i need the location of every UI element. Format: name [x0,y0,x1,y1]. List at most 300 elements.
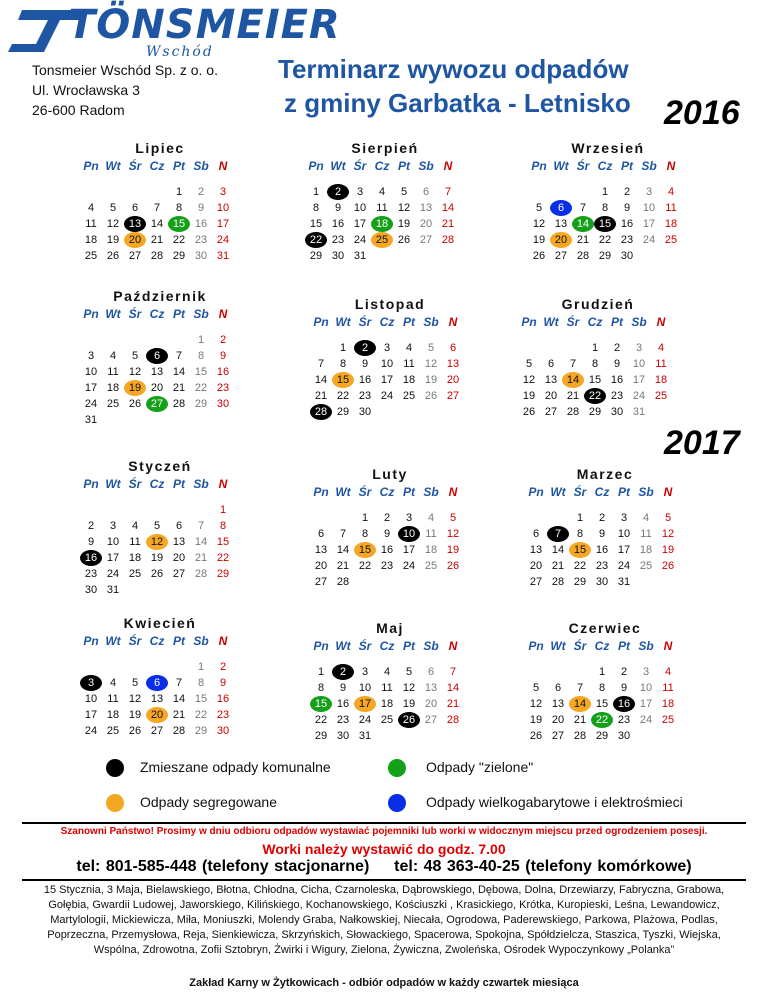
day-cell: 12 [661,528,675,540]
day-cell: 11 [425,528,437,540]
weekday-label: Cz [379,639,395,653]
day-cell [80,184,102,200]
weekday-label: Śr [566,315,580,329]
pickup-day-black: 2 [332,664,354,680]
day-cell: 25 [106,725,120,737]
weekday-label: N [218,307,228,321]
week-row [310,712,470,728]
weekday-label: Pt [618,639,630,653]
day-cell: 17 [617,544,631,556]
month-5 [310,296,470,420]
day-cell [371,248,393,264]
day-cell: 18 [664,218,678,230]
day-cell: 23 [216,382,230,394]
weekday-label: Pt [398,159,410,173]
day-cell: 20 [419,218,433,230]
day-cell [102,184,124,200]
pickup-day-orange: 20 [550,232,572,248]
weekday-label: Śr [128,634,142,648]
day-cell: 20 [314,560,328,572]
pickup-day-orange: 14 [562,372,584,388]
month-10 [80,615,240,739]
day-cell: 22 [358,560,372,572]
day-cell: 10 [216,202,230,214]
day-cell: 21 [566,390,580,402]
week-row [80,691,240,707]
pickup-day-orange: 15 [354,542,376,558]
day-cell: 24 [84,398,98,410]
day-cell: 1 [361,512,369,524]
day-cell: 11 [107,366,119,378]
day-cell: 7 [317,358,325,370]
week-row [310,510,470,526]
day-cell: 6 [422,186,430,198]
day-cell: 11 [665,202,677,214]
weekday-label: N [663,639,673,653]
weekday-label: Pt [173,634,185,648]
day-cell: 4 [664,666,672,678]
day-cell: 6 [532,528,540,540]
week-row [80,184,240,200]
day-cell: 2 [620,666,628,678]
month-8 [310,466,470,590]
day-cell: 21 [172,709,186,721]
weekday-header [310,484,470,500]
day-cell [398,404,420,420]
day-cell: 29 [172,250,186,262]
pickup-day-blue: 6 [146,675,168,691]
week-row [518,356,678,372]
day-cell: 2 [383,512,391,524]
weekday-label: Sb [193,634,209,648]
day-cell: 21 [576,234,590,246]
day-cell: 18 [654,374,668,386]
day-cell: 30 [194,250,208,262]
weekday-label: N [448,485,458,499]
weekday-label: Pt [403,485,415,499]
day-cell: 16 [216,366,230,378]
day-cell: 24 [632,390,646,402]
day-cell: 19 [106,234,120,246]
day-cell: 3 [109,520,117,532]
month-name: Październik [113,288,207,304]
weekday-label: Wt [550,485,566,499]
day-cell: 12 [446,528,460,540]
day-cell: 18 [661,698,675,710]
day-cell: 18 [106,709,120,721]
day-cell: 10 [380,358,394,370]
weekday-label: Pn [531,159,547,173]
day-cell: 16 [336,698,350,710]
day-cell: 2 [623,186,631,198]
year-2017: 2017 [664,424,740,462]
day-cell: 1 [601,186,609,198]
day-cell: 9 [361,358,369,370]
weekday-label: Pn [313,639,329,653]
weekday-header [310,638,470,654]
day-cell: 17 [216,218,230,230]
day-cell: 19 [150,552,164,564]
day-cell: 18 [84,234,98,246]
day-cell: 23 [595,560,609,572]
day-cell: 7 [569,358,577,370]
day-cell: 29 [588,406,602,418]
week-row [518,388,678,404]
day-cell: 24 [106,568,120,580]
day-cell: 25 [84,250,98,262]
weekday-label: Wt [335,485,351,499]
address-city: 26-600 Radom [32,102,125,118]
day-cell: 31 [617,576,631,588]
notice-instructions: Szanowni Państwo! Prosimy w dniu odbioru odpadów wystawiać pojemniki lub worki w widocznym miejscu przed ogrodzeniem posesji. [60,826,708,837]
week-row [310,526,470,542]
day-cell: 2 [197,186,205,198]
week-row [310,356,470,372]
weekday-label: Śr [128,477,142,491]
day-cell: 31 [216,250,230,262]
day-cell: 13 [172,536,186,548]
address-company: Tonsmeier Wschód Sp. z o. o. [32,62,218,78]
day-cell: 21 [551,560,565,572]
day-cell: 2 [219,661,227,673]
day-cell: 29 [314,730,328,742]
day-cell: 4 [87,202,95,214]
day-cell: 6 [547,358,555,370]
day-cell: 22 [194,382,208,394]
weekday-label: Cz [587,315,603,329]
day-cell [376,404,398,420]
day-cell: 22 [172,234,186,246]
day-cell: 5 [131,677,139,689]
day-cell: 17 [84,382,98,394]
day-cell [657,574,679,590]
day-cell [550,184,572,200]
pickup-day-orange: 14 [569,696,591,712]
weekday-label: Pn [83,159,99,173]
day-cell: 5 [109,202,117,214]
day-cell [102,412,124,428]
pickup-day-black: 7 [547,526,569,542]
pickup-day-orange: 20 [146,707,168,723]
week-row [310,372,470,388]
day-cell [398,574,420,590]
weekday-label: Wt [105,477,121,491]
day-cell: 17 [639,698,653,710]
day-cell: 4 [109,350,117,362]
day-cell [102,502,124,518]
day-cell: 9 [219,350,227,362]
month-1 [80,140,240,264]
day-cell [124,412,146,428]
day-cell: 25 [128,568,142,580]
day-cell [190,502,212,518]
day-cell [569,664,591,680]
week-row [80,348,240,364]
weekday-label: Cz [149,307,165,321]
day-cell: 26 [532,250,546,262]
week-row [525,696,685,712]
day-cell: 8 [317,682,325,694]
day-cell [420,574,442,590]
pickup-day-green: 15 [310,696,332,712]
pickup-day-black: 2 [327,184,349,200]
week-row [305,216,465,232]
weekday-label: Śr [353,159,367,173]
weekday-label: Wt [105,159,121,173]
day-cell: 11 [655,358,667,370]
day-cell: 11 [640,528,652,540]
week-row [528,216,688,232]
day-cell: 14 [314,374,328,386]
day-cell: 11 [107,693,119,705]
day-cell: 8 [312,202,320,214]
day-cell: 30 [84,584,98,596]
day-cell: 9 [339,682,347,694]
pickup-day-blue: 6 [550,200,572,216]
weekday-header [525,484,685,500]
day-cell: 29 [194,725,208,737]
day-cell: 24 [84,725,98,737]
pickup-day-black: 13 [124,216,146,232]
notice-deadline: Worki należy wystawić do godz. 7.00 [262,841,506,857]
phone-fixed: tel: 801-585-448 (telefony stacjonarne) [76,858,370,875]
weekday-label: Pt [618,485,630,499]
day-cell [146,412,168,428]
day-cell: 5 [400,186,408,198]
day-cell: 23 [331,234,345,246]
day-cell: 16 [595,544,609,556]
weekday-label: Pt [611,315,623,329]
weekday-label: Sb [638,485,654,499]
day-cell: 28 [172,725,186,737]
day-cell: 7 [579,202,587,214]
week-row [80,550,240,566]
day-cell: 19 [397,218,411,230]
weekday-label: N [656,315,666,329]
day-cell: 29 [598,250,612,262]
day-cell: 13 [446,358,460,370]
day-cell: 31 [632,406,646,418]
day-cell: 14 [336,544,350,556]
weekday-header [80,306,240,322]
pickup-day-orange: 17 [354,696,376,712]
day-cell: 10 [639,682,653,694]
day-cell: 3 [219,186,227,198]
day-cell: 5 [532,682,540,694]
day-cell: 27 [544,406,558,418]
day-cell: 17 [380,374,394,386]
weekday-label: Sb [423,315,439,329]
week-row [80,332,240,348]
day-cell: 29 [573,576,587,588]
day-cell: 23 [610,390,624,402]
day-cell: 18 [380,698,394,710]
day-cell: 27 [419,234,433,246]
week-row [80,707,240,723]
day-cell: 18 [106,382,120,394]
day-cell: 30 [617,730,631,742]
day-cell: 18 [639,544,653,556]
day-cell: 7 [197,520,205,532]
day-cell: 21 [446,698,460,710]
phone-mobile: tel: 48 363-40-25 (telefony komórkowe) [394,858,692,875]
month-name: Styczeń [128,458,192,474]
pickup-day-green: 22 [591,712,613,728]
week-row [518,372,678,388]
day-cell [562,340,584,356]
month-name: Lipiec [135,140,185,156]
month-7 [80,458,240,598]
day-cell: 14 [441,202,455,214]
day-cell: 12 [529,698,543,710]
day-cell: 21 [441,218,455,230]
day-cell: 25 [661,714,675,726]
weekday-label: Pn [308,159,324,173]
weekday-label: Wt [105,307,121,321]
day-cell: 26 [424,390,438,402]
legend-segregated-waste: Odpady segregowane [140,794,277,810]
day-cell: 15 [588,374,602,386]
day-cell: 17 [106,552,120,564]
pickup-day-black: 26 [398,712,420,728]
day-cell: 31 [353,250,367,262]
day-cell: 31 [106,584,120,596]
day-cell [80,659,102,675]
day-cell: 5 [427,342,435,354]
day-cell: 30 [216,398,230,410]
pickup-day-green: 14 [572,216,594,232]
day-cell: 28 [194,568,208,580]
weekday-label: Wt [105,634,121,648]
month-name: Sierpień [351,140,419,156]
day-cell [124,502,146,518]
pickup-day-black: 28 [310,404,332,420]
day-cell: 25 [639,560,653,572]
day-cell: 20 [529,560,543,572]
day-cell [354,574,376,590]
weekday-header [305,158,465,174]
day-cell: 8 [219,520,227,532]
day-cell: 7 [153,202,161,214]
week-row [310,340,470,356]
day-cell [124,332,146,348]
week-row [528,184,688,200]
weekday-label: Pn [83,307,99,321]
month-name: Listopad [354,296,426,312]
weekday-label: Pn [528,639,544,653]
logo-subtitle: Wschód [146,44,214,60]
day-cell: 30 [216,725,230,737]
day-cell: 18 [402,374,416,386]
day-cell: 19 [128,709,142,721]
week-row [80,518,240,534]
day-cell: 6 [449,342,457,354]
day-cell: 7 [576,682,584,694]
day-cell [168,332,190,348]
day-cell: 2 [613,342,621,354]
day-cell: 5 [405,666,413,678]
weekday-label: Wt [553,159,569,173]
day-cell: 21 [172,382,186,394]
day-cell: 9 [334,202,342,214]
day-cell: 24 [639,714,653,726]
pickup-day-orange: 15 [569,542,591,558]
pickup-day-black: 16 [613,696,635,712]
week-row [525,574,685,590]
day-cell: 6 [554,682,562,694]
weekday-label: Sb [193,307,209,321]
weekday-label: Cz [149,159,165,173]
day-cell [437,248,459,264]
day-cell: 9 [383,528,391,540]
weekday-label: Pn [313,485,329,499]
day-cell [638,248,660,264]
week-row [525,728,685,744]
day-cell: 7 [175,677,183,689]
week-row [80,412,240,428]
day-cell [442,728,464,744]
day-cell [124,184,146,200]
day-cell: 26 [150,568,164,580]
weekday-label: Pt [621,159,633,173]
week-row [525,510,685,526]
day-cell: 7 [449,666,457,678]
month-9 [525,466,685,590]
day-cell: 5 [525,358,533,370]
day-cell: 8 [197,350,205,362]
day-cell: 28 [441,234,455,246]
weekday-label: Cz [594,485,610,499]
day-cell: 30 [358,406,372,418]
week-row [80,675,240,691]
month-name: Czerwiec [568,620,642,636]
day-cell: 2 [219,334,227,346]
day-cell: 22 [216,552,230,564]
day-cell [635,728,657,744]
day-cell: 16 [331,218,345,230]
day-cell: 7 [444,186,452,198]
pickup-day-black: 16 [80,550,102,566]
week-row [80,566,240,582]
weekday-label: N [443,159,453,173]
day-cell: 17 [84,709,98,721]
day-cell [102,332,124,348]
day-cell [310,510,332,526]
day-cell: 8 [601,202,609,214]
day-cell: 20 [446,374,460,386]
day-cell: 13 [314,544,328,556]
day-cell: 19 [446,544,460,556]
day-cell: 30 [331,250,345,262]
day-cell [376,574,398,590]
day-cell: 14 [551,544,565,556]
weekday-label: Wt [330,159,346,173]
day-cell: 27 [314,576,328,588]
week-row [310,388,470,404]
day-cell: 26 [529,730,543,742]
prison-notice: Zakład Karny w Żytkowicach - odbiór odpadów w każdy czwartek miesiąca [189,977,579,989]
day-cell [146,332,168,348]
week-row [80,248,240,264]
day-cell: 15 [309,218,323,230]
day-cell: 21 [194,552,208,564]
day-cell [635,574,657,590]
day-cell: 25 [402,390,416,402]
day-cell: 1 [197,661,205,673]
day-cell: 8 [598,682,606,694]
day-cell [660,248,682,264]
week-row [525,542,685,558]
